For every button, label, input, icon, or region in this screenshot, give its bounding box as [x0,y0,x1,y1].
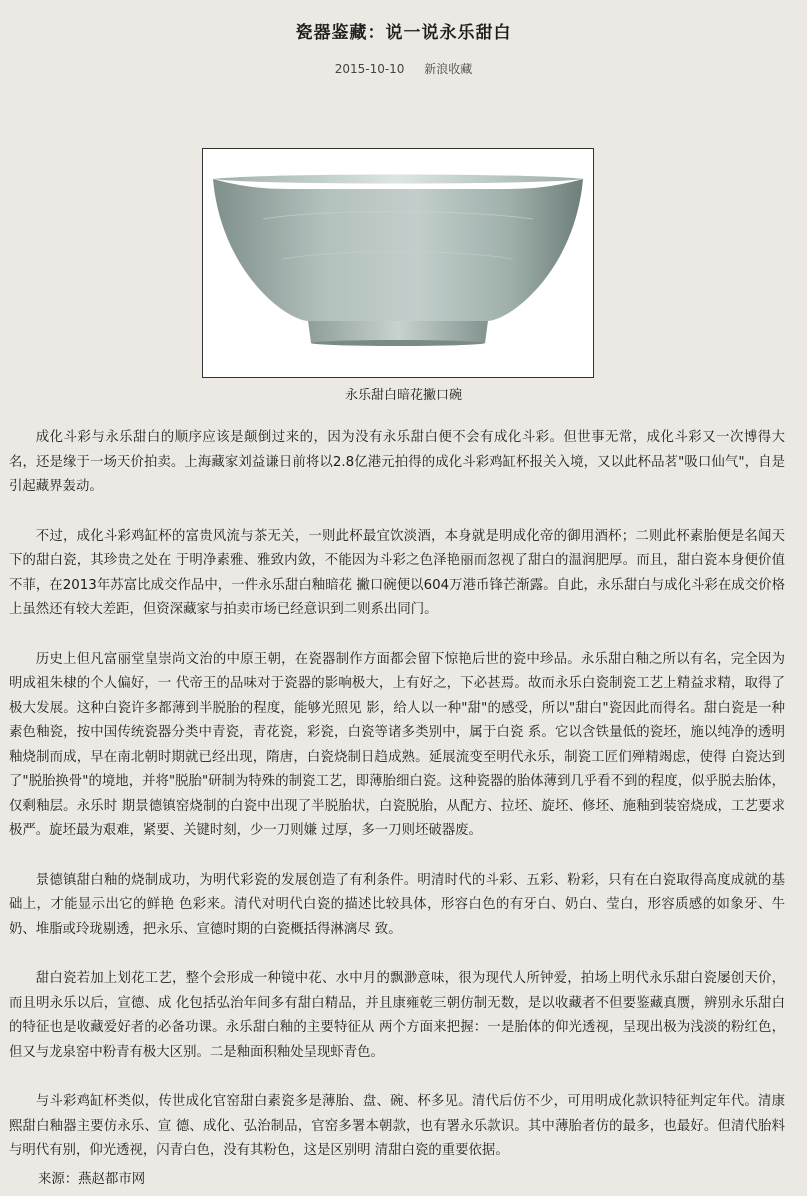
paragraph-2: 不过，成化斗彩鸡缸杯的富贵风流与茶无关，一则此杯最宜饮淡酒，本身就是明成化帝的御用酒杯；二则此杯素胎便是名闻天下的甜白瓷，其珍贵之处在 于明净素雅、雅致内敛，不能因为斗彩之色泽艳丽而忽视了甜白的温润肥厚。而且，甜白瓷本身便价值不菲，在2013年苏富比成交作品中，一件永乐甜白釉暗花 撇口碗便以604万港币锋芒渐露。自此，永乐甜白与成化斗彩在成交价格上虽然还有较大差距，但资深藏家与拍卖市场已经意识到二则系出同门。 [9,528,785,617]
bowl-photo [203,149,593,377]
paragraph-4: 景德镇甜白釉的烧制成功，为明代彩瓷的发展创造了有利条件。明清时代的斗彩、五彩、粉彩，只有在白瓷取得高度成就的基础上，才能显示出它的鲜艳 色彩来。清代对明代白瓷的描述比较具体，形容白色的有牙白、奶白、莹白，形容质感的如象牙、牛奶、堆脂或玲珑剔透，把永乐、宣德时期的白瓷概括得淋漓尽 致。 [9,872,785,937]
article-title: 瓷器鉴藏：说一说永乐甜白 [295,23,512,43]
publish-date: 2015-10-10 [334,62,405,76]
article-meta [0,60,807,77]
article-body [9,426,785,1189]
photo-caption: 永乐甜白暗花撇口碗 [344,388,462,403]
bowl-photo-frame [202,148,594,378]
paragraph-3: 历史上但凡富丽堂皇崇尚文治的中原王朝，在瓷器制作方面都会留下惊艳后世的瓷中珍品。永乐甜白釉之所以有名，完全因为明成祖朱棣的个人偏好，一 代帝王的品味对于瓷器的影响极大，上有好之，下必甚焉。故而永乐白瓷制瓷工艺上精益求精，取得了极大发展。这种白瓷许多都薄到半脱胎的程度，能够光照见 影，给人以一种"甜"的感受，所以"甜白"瓷因此而得名。甜白瓷是一种素色釉瓷，按中国传统瓷器分类中青瓷，青花瓷，彩瓷，白瓷等诸多类别中，属于白瓷 系。它以含铁量低的瓷坯，施以纯净的透明釉烧制而成，早在南北朝时期就已经出现，隋唐，白瓷烧制日趋成熟。延展流变至明代永乐，制瓷工匠们殚精竭虑，使得 白瓷达到了"脱胎换骨"的境地，并将"脱胎"研制为特殊的制瓷工艺，即薄胎细白瓷。这种瓷器的胎体薄到几乎看不到的程度，似乎脱去胎体，仅剩釉层。永乐时 期景德镇窑烧制的白瓷中出现了半脱胎状，白瓷脱胎，从配方、拉坯、旋坯、修坯、施釉到装窑烧成，工艺要求极严。旋坯最为艰难，紧要、关键时刻，少一刀则嫌 过厚，多一刀则坯破器废。 [9,651,785,838]
article-source: 来源：燕赵都市网 [38,1172,146,1187]
paragraph-6: 与斗彩鸡缸杯类似，传世成化官窑甜白素瓷多是薄胎、盘、碗、杯多见。清代后仿不少，可用明成化款识特征判定年代。清康熙甜白釉器主要仿永乐、宣 德、成化、弘治制品，官窑多署本朝款，也有署永乐款识。其中薄胎者仿的最多，也最好。但清代胎料与明代有别，仰光透视，闪青白色，没有其粉色，这是区别明 清甜白瓷的重要依据。 [9,1094,785,1158]
source-site-link[interactable]: 新浪收藏 [424,62,473,76]
paragraph-1: 成化斗彩与永乐甜白的顺序应该是颠倒过来的，因为没有永乐甜白便不会有成化斗彩。但世事无常，成化斗彩又一次博得大名，还是缘于一场天价拍卖。上海藏家刘益谦日前将以2.8亿港元拍得的成化斗彩鸡缸杯报关入境，又以此杯品茗"吸口仙气"，自是引起藏界轰动。 [9,430,785,494]
paragraph-5: 甜白瓷若加上划花工艺，整个会形成一种镜中花、水中月的飘渺意味，很为现代人所钟爱，拍场上明代永乐甜白瓷屡创天价，而且明永乐以后，宣德、成 化包括弘治年间多有甜白精品，并且康雍乾三朝仿制无数，是以收藏者不但要鉴藏真赝，辨别永乐甜白的特征也是收藏爱好者的必备功课。永乐甜白釉的主要特征从 两个方面来把握：一是胎体的仰光透视，呈现出极为浅淡的粉红色，但又与龙泉窑中粉青有极大区别。二是釉面积釉处呈现虾青色。 [9,971,785,1060]
